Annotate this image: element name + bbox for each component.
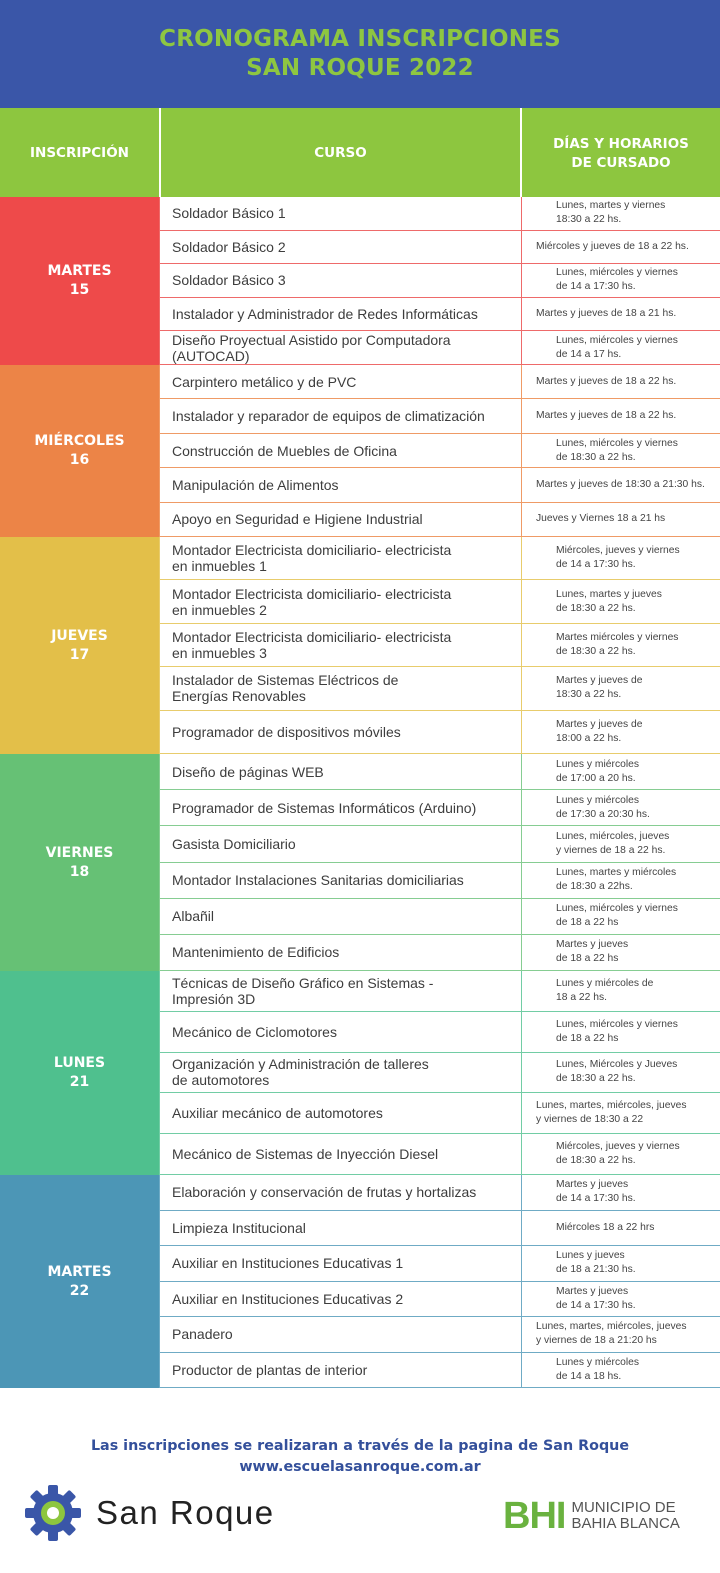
inscription-day-label (0, 1175, 159, 1388)
inscription-weekday: MARTES (47, 1263, 112, 1280)
footer-line1: Las inscripciones se realizaran a través de la pagina de San Roque (90, 1438, 630, 1454)
table-row (159, 197, 720, 230)
day-group (0, 537, 720, 754)
table-row (159, 467, 720, 501)
column-header-inscripcion: INSCRIPCIÓN (30, 144, 129, 161)
course-name: Mecánico de Ciclomotores (159, 1012, 522, 1052)
course-schedule: Lunes y miércoles de 17:00 a 20 hs. (556, 758, 639, 784)
course-name: Mecánico de Sistemas de Inyección Diesel (159, 1134, 522, 1174)
course-name: Limpieza Institucional (159, 1211, 522, 1246)
table-row (159, 825, 720, 861)
course-name: Diseño Proyectual Asistido por Computadora (AUTOCAD) (159, 331, 522, 364)
table-row (159, 1316, 720, 1352)
inscription-day-label (0, 537, 159, 754)
course-name: Construcción de Muebles de Oficina (159, 434, 522, 467)
inscription-day-label (0, 365, 159, 537)
table-row (159, 1210, 720, 1246)
course-name: Carpintero metálico y de PVC (159, 365, 522, 398)
course-name: Albañil (159, 899, 522, 934)
course-schedule: Lunes, miércoles y viernes de 18:30 a 22 hs. (556, 437, 678, 463)
course-name: Productor de plantas de interior (159, 1353, 522, 1388)
column-header-dias: DÍAS Y HORARIOS DE CURSADO (553, 135, 689, 171)
course-schedule: Lunes, martes y viernes 18:30 a 22 hs. (556, 200, 666, 226)
course-schedule: Lunes, martes, miércoles, jueves y viernes de 18 a 21:20 hs (536, 1321, 687, 1347)
table-row (159, 623, 720, 666)
course-name: Montador Electricista domiciliario- electricista en inmuebles 1 (159, 537, 522, 579)
course-schedule: Lunes, miércoles y viernes de 18 a 22 hs (556, 1018, 678, 1044)
table-row (159, 1281, 720, 1317)
inscription-day-label (0, 754, 159, 971)
course-schedule: Lunes, Miércoles y Jueves de 18:30 a 22 hs. (556, 1059, 678, 1085)
course-schedule: Miércoles 18 a 22 hrs (556, 1221, 655, 1233)
course-name: Soldador Básico 2 (159, 231, 522, 264)
table-row (159, 433, 720, 467)
course-schedule: Martes miércoles y viernes de 18:30 a 22 hs. (556, 632, 679, 658)
course-schedule: Miércoles, jueves y viernes de 14 a 17:30 hs. (556, 545, 680, 571)
course-schedule: Martes y jueves de 14 a 17:30 hs. (556, 1285, 636, 1311)
course-schedule: Lunes y miércoles de 17:30 a 20:30 hs. (556, 794, 650, 820)
table-row (159, 666, 720, 709)
table-row (159, 365, 720, 398)
course-name: Técnicas de Diseño Gráfico en Sistemas - Impresión 3D (159, 971, 522, 1011)
course-schedule: Lunes, martes y jueves de 18:30 a 22 hs. (556, 588, 662, 614)
course-schedule: Lunes, miércoles y viernes de 14 a 17:30 hs. (556, 267, 678, 293)
course-schedule: Martes y jueves de 18:30 a 22 hs. (556, 675, 643, 701)
title-banner (0, 0, 720, 108)
course-name: Manipulación de Alimentos (159, 468, 522, 501)
course-schedule: Martes y jueves de 18 a 22 hs (556, 939, 629, 965)
course-schedule: Martes y jueves de 18:30 a 21:30 hs. (536, 478, 705, 490)
column-header-curso: CURSO (159, 108, 522, 197)
table-row (159, 579, 720, 622)
course-schedule: Lunes, miércoles y viernes de 18 a 22 hs (556, 903, 678, 929)
municipio-logo (503, 1497, 680, 1535)
course-schedule: Lunes y miércoles de 14 a 18 hs. (556, 1356, 639, 1382)
course-name: Programador de dispositivos móviles (159, 711, 522, 753)
course-name: Apoyo en Seguridad e Higiene Industrial (159, 503, 522, 536)
inscription-weekday: MIÉRCOLES (34, 433, 125, 449)
inscription-day-label (0, 971, 159, 1175)
table-row (159, 898, 720, 934)
course-schedule: Lunes y jueves de 18 a 21:30 hs. (556, 1250, 636, 1276)
course-schedule: Miércoles y jueves de 18 a 22 hs. (536, 240, 689, 252)
inscription-date: 17 (69, 646, 90, 663)
course-schedule: Lunes, martes y miércoles de 18:30 a 22hs. (556, 867, 677, 893)
day-group (0, 971, 720, 1175)
course-name: Instalador y reparador de equipos de climatización (159, 399, 522, 432)
table-row (159, 230, 720, 264)
inscription-date: 21 (69, 1074, 90, 1090)
table-header (0, 108, 720, 197)
inscription-weekday: VIERNES (45, 844, 114, 861)
table-row (159, 398, 720, 432)
day-group (0, 365, 720, 537)
san-roque-logo (24, 1484, 275, 1542)
table-row (159, 330, 720, 364)
course-name: Mantenimiento de Edificios (159, 935, 522, 970)
inscription-date: 15 (69, 282, 90, 298)
course-name: Gasista Domiciliario (159, 826, 522, 861)
course-name: Auxiliar mecánico de automotores (159, 1093, 522, 1133)
course-name: Auxiliar en Instituciones Educativas 2 (159, 1282, 522, 1317)
inscription-day-label (0, 197, 159, 365)
table-row (159, 502, 720, 536)
day-group (0, 1175, 720, 1388)
municipio-text: MUNICIPIO DE BAHIA BLANCA (571, 1499, 680, 1532)
day-group (0, 197, 720, 365)
course-name: Programador de Sistemas Informáticos (Arduino) (159, 790, 522, 825)
gear-icon (24, 1484, 82, 1542)
footer-url-link[interactable]: www.escuelasanroque.com.ar (239, 1459, 481, 1475)
inscription-weekday: JUEVES (51, 627, 108, 644)
course-name: Montador Electricista domiciliario- electricista en inmuebles 3 (159, 624, 522, 666)
inscription-weekday: MARTES (47, 263, 112, 279)
course-schedule: Jueves y Viernes 18 a 21 hs (536, 513, 666, 525)
course-name: Montador Electricista domiciliario- electricista en inmuebles 2 (159, 580, 522, 622)
course-name: Auxiliar en Instituciones Educativas 1 (159, 1246, 522, 1281)
table-row (159, 934, 720, 970)
table-row (159, 754, 720, 789)
inscription-date: 22 (69, 1282, 90, 1299)
inscription-date: 16 (69, 452, 90, 468)
inscription-date: 18 (69, 863, 90, 880)
course-schedule: Lunes, martes, miércoles, jueves y viernes de 18:30 a 22 (536, 1100, 687, 1126)
table-row (159, 263, 720, 297)
course-schedule: Miércoles, jueves y viernes de 18:30 a 22 hs. (556, 1141, 680, 1167)
day-group (0, 754, 720, 971)
table-row (159, 1133, 720, 1174)
table-row (159, 1175, 720, 1210)
page-title-line1: CRONOGRAMA INSCRIPCIONES (159, 26, 561, 52)
table-row (159, 297, 720, 331)
table-row (159, 1011, 720, 1052)
course-schedule: Martes y jueves de 18 a 22 hs. (536, 410, 677, 422)
table-row (159, 971, 720, 1011)
course-name: Soldador Básico 1 (159, 197, 522, 230)
course-schedule: Martes y jueves de 18:00 a 22 hs. (556, 718, 643, 744)
course-schedule: Lunes, miércoles y viernes de 14 a 17 hs. (556, 334, 678, 360)
bhi-mark: BHI (503, 1495, 566, 1537)
course-schedule: Lunes y miércoles de 18 a 22 hs. (556, 977, 654, 1003)
table-row (159, 789, 720, 825)
course-name: Organización y Administración de talleres de automotores (159, 1053, 522, 1093)
course-schedule: Martes y jueves de 18 a 22 hs. (536, 375, 677, 387)
course-name: Instalador y Administrador de Redes Informáticas (159, 298, 522, 331)
san-roque-name: San Roque (96, 1494, 275, 1531)
page-title-line2: SAN ROQUE 2022 (246, 55, 474, 81)
course-name: Montador Instalaciones Sanitarias domiciliarias (159, 863, 522, 898)
course-name: Soldador Básico 3 (159, 264, 522, 297)
course-schedule: Martes y jueves de 18 a 21 hs. (536, 308, 677, 320)
table-row (159, 1092, 720, 1133)
course-name: Elaboración y conservación de frutas y hortalizas (159, 1175, 522, 1210)
course-schedule: Lunes, miércoles, jueves y viernes de 18 a 22 hs. (556, 830, 670, 856)
course-name: Diseño de páginas WEB (159, 754, 522, 789)
table-row (159, 1052, 720, 1093)
course-name: Panadero (159, 1317, 522, 1352)
table-row (159, 537, 720, 579)
table-row (159, 710, 720, 753)
inscription-weekday: LUNES (53, 1055, 106, 1071)
table-row (159, 862, 720, 898)
course-name: Instalador de Sistemas Eléctricos de Energías Renovables (159, 667, 522, 709)
table-row (159, 1352, 720, 1388)
course-schedule: Martes y jueves de 14 a 17:30 hs. (556, 1179, 636, 1205)
table-row (159, 1245, 720, 1281)
footer-note (0, 1436, 720, 1478)
